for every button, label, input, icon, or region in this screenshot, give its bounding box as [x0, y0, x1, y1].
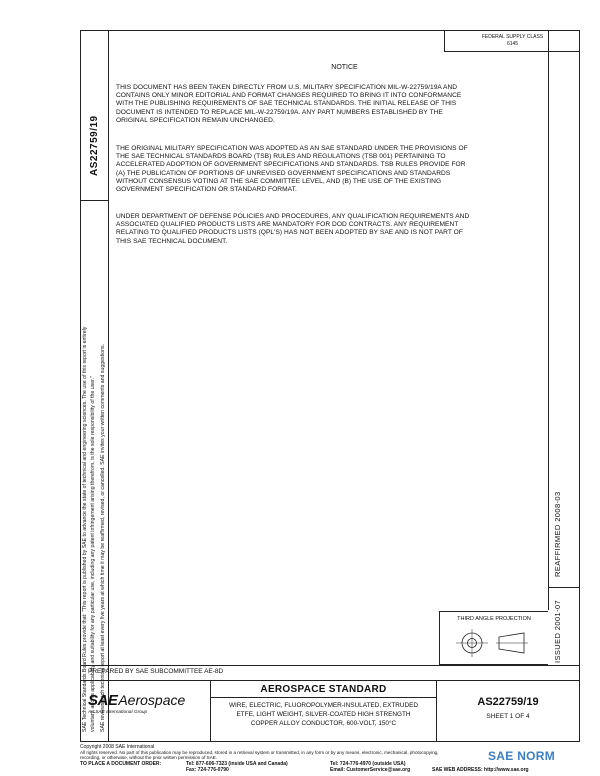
notice-p3-line: ASSOCIATED QUALIFIED PRODUCTS LISTS ARE MANDATORY FOR DOD CONTRACTS. ANY REQUIREMENT	[116, 221, 459, 229]
notice-p2-line: THE SAE TECHNICAL STANDARDS BOARD (TSB) RULES AND REGULATIONS (TSB 001) PERTAINING TO	[116, 153, 446, 161]
doc-number-box-line	[80, 200, 108, 201]
standard-description	[211, 701, 436, 728]
notice-p1-line: CONTAINS ONLY MINOR EDITORIAL AND FORMAT CHANGES REQUIRED TO BRING IT INTO CONFORMANCE	[116, 92, 462, 100]
notice-p3-line: UNDER DEPARTMENT OF DEFENSE POLICIES AND PROCEDURES, ANY QUALIFICATION REQUIREMENTS AND	[116, 213, 470, 220]
notice-p2-line: GOVERNMENT SPECIFICATION OR STANDARD FORMAT.	[116, 186, 297, 194]
footer-tel-1: Tel: 877-606-7323 (inside USA and Canada)	[186, 761, 288, 767]
footer-copyright: Copyright 2008 SAE International	[80, 744, 155, 750]
issued-date: ISSUED 2001-07	[553, 599, 562, 663]
notice-p2-line: THE ORIGINAL MILITARY SPECIFICATION WAS ADOPTED AS AN SAE STANDARD UNDER THE PROVISIONS OF	[116, 145, 468, 152]
federal-supply-box	[444, 30, 580, 52]
notice-p3-line: RELATING TO QUALIFIED PRODUCTS LISTS (QPL'S) HAS NOT BEEN ADOPTED BY SAE AND IS NOT PART OF	[116, 229, 463, 237]
third-angle-projection-symbol	[444, 626, 544, 660]
logo-aerospace: Aerospace	[118, 692, 186, 708]
notice-p2-line: WITHOUT CONSENSUS VOTING AT THE SAE COMMITTEE LEVEL, AND (B) THE USE OF THE EXISTING	[116, 177, 442, 185]
federal-supply-class-value: 6145	[506, 41, 519, 47]
side-column-divider	[108, 30, 109, 742]
sae-aerospace-logo	[88, 692, 208, 722]
description-line-3: COPPER ALLOY CONDUCTOR, 600-VOLT, 150°C	[250, 720, 397, 727]
title-block-mid	[80, 680, 580, 681]
title-block-div-2	[436, 680, 437, 742]
side-disclaimer-line-2: voluntary, and its applicability and suitability for any particular use, including any patent infringement arising therefrom, is the sole responsibility of the user."	[90, 376, 96, 732]
side-disclaimer-line-3: SAE reviews each technical report at least every five years at which time it may be reaffirmed, revised, or cancelled. SAE invites your written comments and suggestions.	[100, 344, 106, 732]
reaffirmed-date: REAFFIRMED 2008-03	[553, 491, 562, 577]
logo-subtitle: An SAE International Group	[88, 710, 148, 715]
title-block-sheet: SHEET 1 OF 4	[486, 713, 530, 720]
notice-p1-line: THIS DOCUMENT HAS BEEN TAKEN DIRECTLY FROM U.S. MILITARY SPECIFICATION MIL-W-22759/19A AND	[116, 84, 458, 91]
heading-underline	[210, 697, 436, 698]
notice-p2-line: ACCELERATED ADOPTION OF GOVERNMENT SPECIFICATIONS AND STANDARDS. TSB RULES PROVIDE FOR	[116, 161, 466, 169]
issued-divider	[548, 587, 580, 588]
footer-web: SAE WEB ADDRESS: http://www.sae.org	[432, 767, 529, 773]
description-line-2: ETFE, LIGHT WEIGHT, SILVER-COATED HIGH STRENGTH	[236, 711, 411, 718]
footer-rights-1: All rights reserved. No part of this publication may be reproduced, stored in a retrieval system or transmitted, in any form or by any means, electronic, mechanical, photocopying,	[80, 750, 439, 755]
notice-paragraph-1	[116, 84, 546, 125]
footer-tel-2: Tel: 724-776-4970 (outside USA)	[330, 761, 406, 767]
notice-title: NOTICE	[331, 64, 358, 71]
title-block-top	[80, 665, 580, 666]
logo-sae: SAE	[88, 692, 118, 709]
projection-label: THIRD ANGLE PROJECTION	[457, 616, 531, 622]
footer-email: Email: CustomerService@sae.org	[330, 767, 411, 773]
notice-p1-line: ORIGINAL SPECIFICATION REMAIN UNCHANGED.	[116, 116, 275, 124]
notice-p1-line: WITH THE PUBLISHING REQUIREMENTS OF SAE TECHNICAL STANDARDS. THE INITIAL RELEASE OF THIS	[116, 100, 457, 108]
prepared-by: PREPARED BY SAE SUBCOMMITTEE AE-8D	[88, 668, 224, 675]
notice-paragraph-3	[116, 213, 546, 246]
title-block-number: AS22759/19	[477, 696, 539, 708]
notice-p2-line: (A) THE PUBLICATION OF PORTIONS OF UNREVISED GOVERNMENT SPECIFICATIONS AND STANDARDS	[116, 169, 451, 177]
sae-norm-watermark: SAE NORM	[488, 749, 556, 763]
right-column-divider	[548, 30, 549, 610]
notice-paragraph-2	[116, 145, 546, 194]
notice-p1-line: DOCUMENT IS INTENDED TO REPLACE MIL-W-22759/19A. ANY PART NUMBERS ESTABLISHED BY THE	[116, 108, 443, 116]
footer-fax: Fax: 724-776-0790	[186, 767, 229, 773]
side-disclaimer-line-1: SAE Technical Standards Board Rules provide that: "This report is published by SAE to advance the state of technical and engineering sciences. The use of this report is entirely	[82, 326, 88, 732]
federal-supply-class-label: FEDERAL SUPPLY CLASS	[481, 34, 544, 40]
notice-p3-line: THIS SAE TECHNICAL DOCUMENT.	[116, 237, 228, 245]
description-line-1: WIRE, ELECTRIC, FLUOROPOLYMER-INSULATED, EXTRUDED	[228, 702, 419, 709]
footer-rights-2: recording, or otherwise, without the prior written permission of SAE.	[80, 755, 218, 760]
side-doc-number: AS22759/19	[89, 115, 100, 176]
footer-order-label: TO PLACE A DOCUMENT ORDER:	[80, 761, 162, 767]
standard-heading: AEROSPACE STANDARD	[260, 684, 387, 695]
projection-box	[439, 611, 548, 665]
